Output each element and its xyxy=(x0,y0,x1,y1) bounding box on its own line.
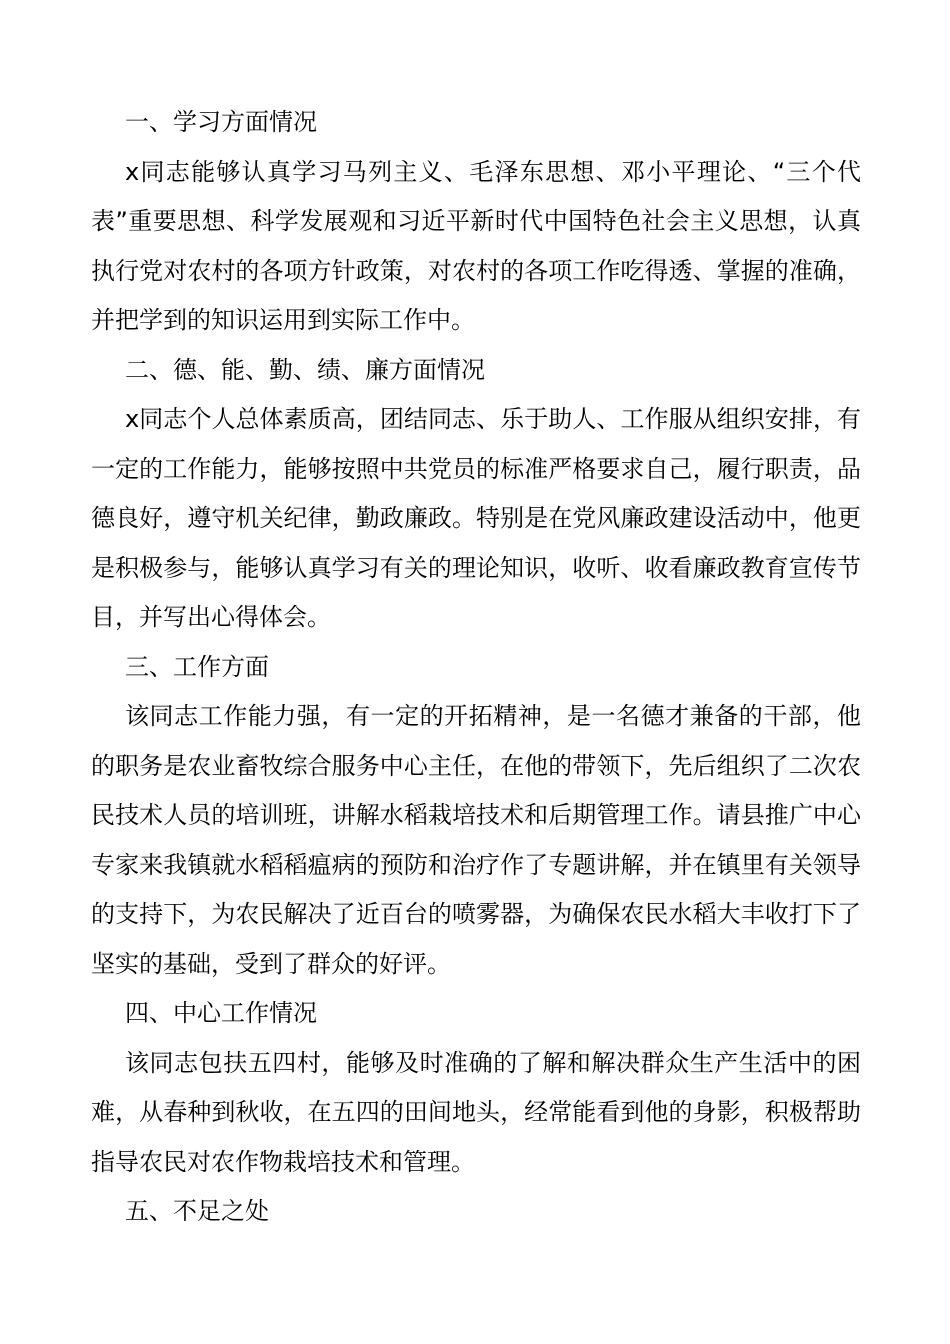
section-4-heading: 四、中心工作情况 xyxy=(125,999,317,1027)
section-1-body: x同志能够认真学习马列主义、毛泽东思想、邓小平理论、“三个代表”重要思想、科学发展观和习近平新时代中国特色社会主义思想，认真执行党对农村的各项方针政策，对农村的各项工作吃得透、掌握的准确，并把学到的知识运用到实际工作中。 xyxy=(91,157,861,334)
document-page xyxy=(91,98,861,1237)
section-2-body: x同志个人总体素质高，团结同志、乐于助人、工作服从组织安排，有一定的工作能力，能够按照中共党员的标准严格要求自己，履行职责，品德良好，遵守机关纪律，勤政廉政。特别是在党风廉政建设活动中，他更是积极参与，能够认真学习有关的理论知识，收听、收看廉政教育宣传节目，并写出心得体会。 xyxy=(91,405,861,631)
section-3-heading: 三、工作方面 xyxy=(125,652,269,681)
section-1-heading: 一、学习方面情况 xyxy=(125,108,317,136)
section-4-body: 该同志包扶五四村，能够及时准确的了解和解决群众生产生活中的困难，从春种到秋收，在五四的田间地头，经常能看到他的身影，积极帮助指导农民对农作物栽培技术和管理。 xyxy=(91,1048,861,1176)
section-3-body: 该同志工作能力强，有一定的开拓精神，是一名德才兼备的干部，他的职务是农业畜牧综合服务中心主任，在他的带领下，先后组织了二次农民技术人员的培训班，讲解水稻栽培技术和后期管理工作。请县推广中心专家来我镇就水稻稻瘟病的预防和治疗作了专题讲解，并在镇里有关领导的支持下，为农民解决了近百台的喷雾器，为确保农民水稻大丰收打下了坚实的基础，受到了群众的好评。 xyxy=(91,702,861,978)
section-5-heading: 五、不足之处 xyxy=(125,1197,269,1225)
section-2-heading: 二、德、能、勤、绩、廉方面情况 xyxy=(125,355,485,384)
